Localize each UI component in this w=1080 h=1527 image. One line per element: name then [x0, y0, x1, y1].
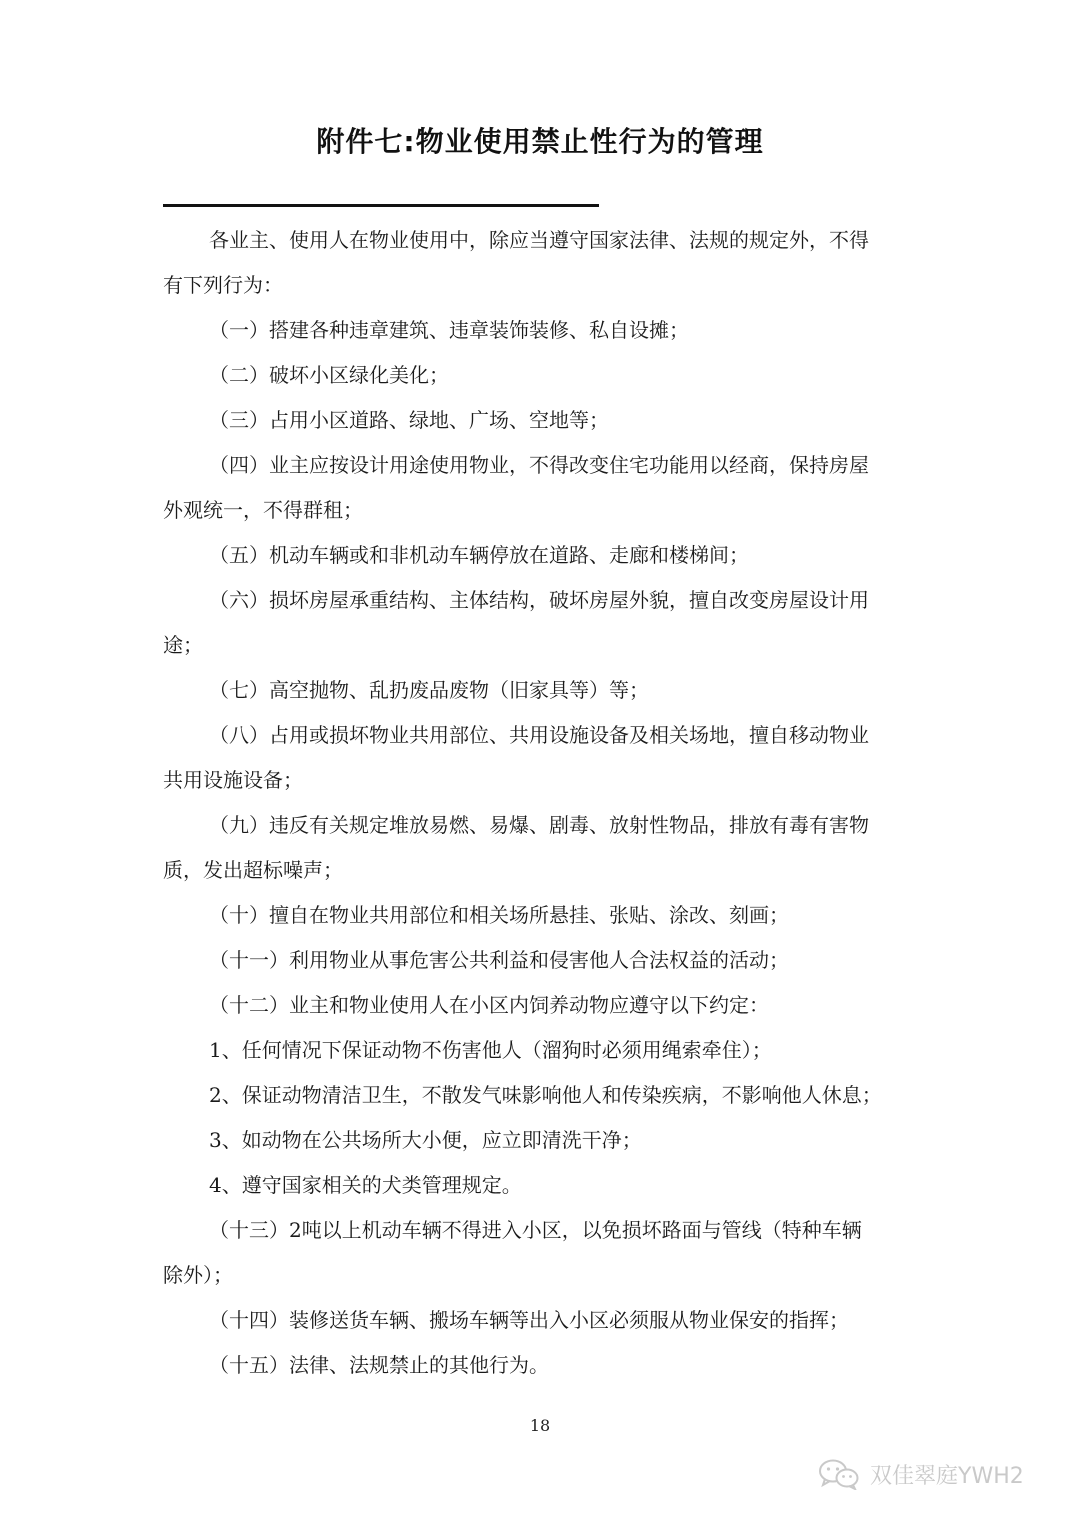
paragraph-line: 1、任何情况下保证动物不伤害他人（溜狗时必须用绳索牵住）； [209, 1038, 772, 1062]
paragraph-line: 有下列行为： [163, 273, 283, 297]
paragraph-line: 外观统一，不得群租； [163, 498, 363, 522]
paragraph-line: （十四）装修送货车辆、搬场车辆等出入小区必须服从物业保安的指挥； [209, 1308, 849, 1332]
watermark-text: 双佳翠庭YWH2 [870, 1463, 1024, 1489]
paragraph-line: 各业主、使用人在物业使用中，除应当遵守国家法律、法规的规定外，不得 [209, 228, 869, 252]
paragraph-line: （八）占用或损坏物业共用部位、共用设施设备及相关场地，擅自移动物业 [209, 723, 869, 747]
paragraph-line: （七）高空抛物、乱扔废品废物（旧家具等）等； [209, 678, 649, 702]
wechat-icon [818, 1458, 860, 1490]
paragraph-line: （三）占用小区道路、绿地、广场、空地等； [209, 408, 609, 432]
paragraph-line: 质，发出超标噪声； [163, 858, 343, 882]
paragraph-line: 3、如动物在公共场所大小便，应立即清洗干净； [209, 1128, 642, 1152]
paragraph-line: 4、遵守国家相关的犬类管理规定。 [209, 1173, 522, 1197]
document-title: 附件七:物业使用禁止性行为的管理 [316, 125, 764, 158]
paragraph-line: （十）擅自在物业共用部位和相关场所悬挂、张贴、涂改、刻画； [209, 903, 789, 927]
paragraph-line: （十二）业主和物业使用人在小区内饲养动物应遵守以下约定： [209, 993, 769, 1017]
watermark [818, 1458, 1024, 1490]
paragraph-line: （十五）法律、法规禁止的其他行为。 [209, 1353, 549, 1377]
paragraph-line: （九）违反有关规定堆放易燃、易爆、剧毒、放射性物品，排放有毒有害物 [209, 813, 869, 837]
paragraph-line: （一）搭建各种违章建筑、违章装饰装修、私自设摊； [209, 318, 689, 342]
paragraph-line: 途； [163, 633, 203, 657]
paragraph-line: （十三）2吨以上机动车辆不得进入小区，以免损坏路面与管线（特种车辆 [209, 1218, 862, 1242]
paragraph-line: 除外）； [163, 1263, 233, 1287]
paragraph-line: （二）破坏小区绿化美化； [209, 363, 449, 387]
paragraph-line: 共用设施设备； [163, 768, 303, 792]
paragraph-line: （五）机动车辆或和非机动车辆停放在道路、走廊和楼梯间； [209, 543, 749, 567]
paragraph-line: （四）业主应按设计用途使用物业，不得改变住宅功能用以经商，保持房屋 [209, 453, 869, 477]
paragraph-line: 2、保证动物清洁卫生，不散发气味影响他人和传染疾病，不影响他人休息； [209, 1083, 882, 1107]
paragraph-line: （十一）利用物业从事危害公共利益和侵害他人合法权益的活动； [209, 948, 789, 972]
page-number: 18 [529, 1416, 551, 1435]
title-underline [163, 204, 599, 207]
paragraph-line: （六）损坏房屋承重结构、主体结构，破坏房屋外貌，擅自改变房屋设计用 [209, 588, 869, 612]
